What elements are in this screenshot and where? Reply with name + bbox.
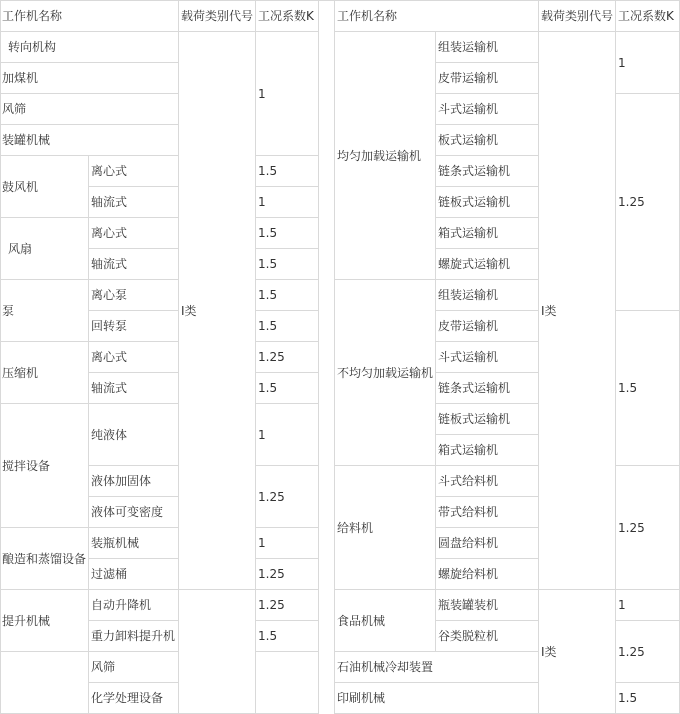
coefficient-k: 1.25	[256, 342, 319, 373]
coefficient-k: 1.5	[256, 373, 319, 404]
machine-subtype: 自动升降机	[89, 590, 179, 621]
machine-subtype: 离心泵	[89, 280, 179, 311]
machine-subtype: 斗式运输机	[436, 94, 539, 125]
machine-subtype: 皮带运输机	[436, 63, 539, 94]
coefficient-k: 1	[256, 32, 319, 156]
load-category: I类	[539, 32, 616, 590]
machine-subtype: 液体加固体	[89, 466, 179, 497]
machine-group-name: 风扇	[0, 218, 89, 280]
coefficient-k: 1.25	[616, 621, 680, 683]
machine-name: 加煤机	[0, 63, 179, 94]
machine-subtype: 带式给料机	[436, 497, 539, 528]
coefficient-k: 1	[616, 32, 680, 94]
machine-subtype: 链板式运输机	[436, 404, 539, 435]
coefficient-k: 1.5	[616, 311, 680, 466]
coefficient-k: 1	[256, 187, 319, 218]
machine-subtype: 箱式运输机	[436, 435, 539, 466]
machine-subtype: 轴流式	[89, 187, 179, 218]
machine-subtype: 轴流式	[89, 249, 179, 280]
machine-subtype: 风筛	[89, 652, 179, 683]
coefficient-k: 1.5	[256, 280, 319, 311]
machine-subtype: 瓶装罐装机	[436, 590, 539, 621]
coefficient-k: 1.5	[256, 249, 319, 280]
machine-subtype: 液体可变密度	[89, 497, 179, 528]
machine-subtype: 离心式	[89, 156, 179, 187]
coefficient-k: 1	[616, 590, 680, 621]
machine-subtype: 过滤桶	[89, 559, 179, 590]
load-category: I类	[539, 590, 616, 714]
machine-subtype: 螺旋式运输机	[436, 249, 539, 280]
coefficient-k: 1	[256, 528, 319, 559]
machine-subtype: 链条式运输机	[436, 373, 539, 404]
machine-group-name: 给料机	[335, 466, 436, 590]
coefficient-k: 1.5	[256, 621, 319, 652]
header-category-left: 载荷类别代号	[179, 0, 256, 32]
machine-group-name: 酿造和蒸馏设备	[0, 528, 89, 590]
machine-subtype: 谷类脱粒机	[436, 621, 539, 652]
machine-subtype: 板式运输机	[436, 125, 539, 156]
machine-subtype: 组装运输机	[436, 280, 539, 311]
machine-group-name	[0, 652, 89, 714]
machine-name: 风筛	[0, 94, 179, 125]
machine-name: 石油机械冷却装置	[335, 652, 539, 683]
machine-subtype: 纯液体	[89, 404, 179, 466]
header-name-right: 工作机名称	[335, 0, 539, 32]
coefficient-k: 1.25	[256, 590, 319, 621]
machine-group-name: 搅拌设备	[0, 404, 89, 528]
machine-subtype: 箱式运输机	[436, 218, 539, 249]
machine-subtype: 螺旋给料机	[436, 559, 539, 590]
coefficient-k: 1.5	[616, 683, 680, 714]
header-category-right: 载荷类别代号	[539, 0, 616, 32]
machine-subtype: 斗式给料机	[436, 466, 539, 497]
coefficient-k: 1	[256, 404, 319, 466]
machine-group-name: 泵	[0, 280, 89, 342]
coefficient-k: 1.5	[256, 218, 319, 249]
load-category: I类	[179, 32, 256, 590]
table-gap	[319, 0, 335, 714]
coefficient-k: 1.5	[256, 156, 319, 187]
machine-subtype: 链板式运输机	[436, 187, 539, 218]
machine-group-name: 鼓风机	[0, 156, 89, 218]
machine-group-name: 食品机械	[335, 590, 436, 652]
machine-group-name: 不均匀加载运输机	[335, 280, 436, 466]
machine-subtype: 皮带运输机	[436, 311, 539, 342]
machine-subtype: 圆盘给料机	[436, 528, 539, 559]
coefficient-k: 1.25	[256, 466, 319, 528]
header-name-left: 工作机名称	[0, 0, 179, 32]
coefficient-k: 1.25	[256, 559, 319, 590]
machine-name: 印刷机械	[335, 683, 539, 714]
load-category	[179, 590, 256, 714]
machine-name: 装罐机械	[0, 125, 179, 156]
coefficient-k: 1.25	[616, 466, 680, 590]
machine-subtype: 离心式	[89, 218, 179, 249]
machine-subtype: 轴流式	[89, 373, 179, 404]
coefficient-k: 1.5	[256, 311, 319, 342]
machine-group-name: 均匀加载运输机	[335, 32, 436, 280]
machine-subtype: 装瓶机械	[89, 528, 179, 559]
coefficient-k: 1.25	[616, 94, 680, 311]
machine-subtype: 组装运输机	[436, 32, 539, 63]
header-coefficient-left: 工况系数K	[256, 0, 319, 32]
coefficient-k	[256, 652, 319, 714]
machine-name: 转向机构	[0, 32, 179, 63]
header-coefficient-right: 工况系数K	[616, 0, 680, 32]
machine-subtype: 链条式运输机	[436, 156, 539, 187]
machine-subtype: 斗式运输机	[436, 342, 539, 373]
machine-subtype: 重力卸料提升机	[89, 621, 179, 652]
machine-subtype: 离心式	[89, 342, 179, 373]
machine-group-name: 压缩机	[0, 342, 89, 404]
machine-subtype: 回转泵	[89, 311, 179, 342]
machine-group-name: 提升机械	[0, 590, 89, 652]
machine-subtype: 化学处理设备	[89, 683, 179, 714]
